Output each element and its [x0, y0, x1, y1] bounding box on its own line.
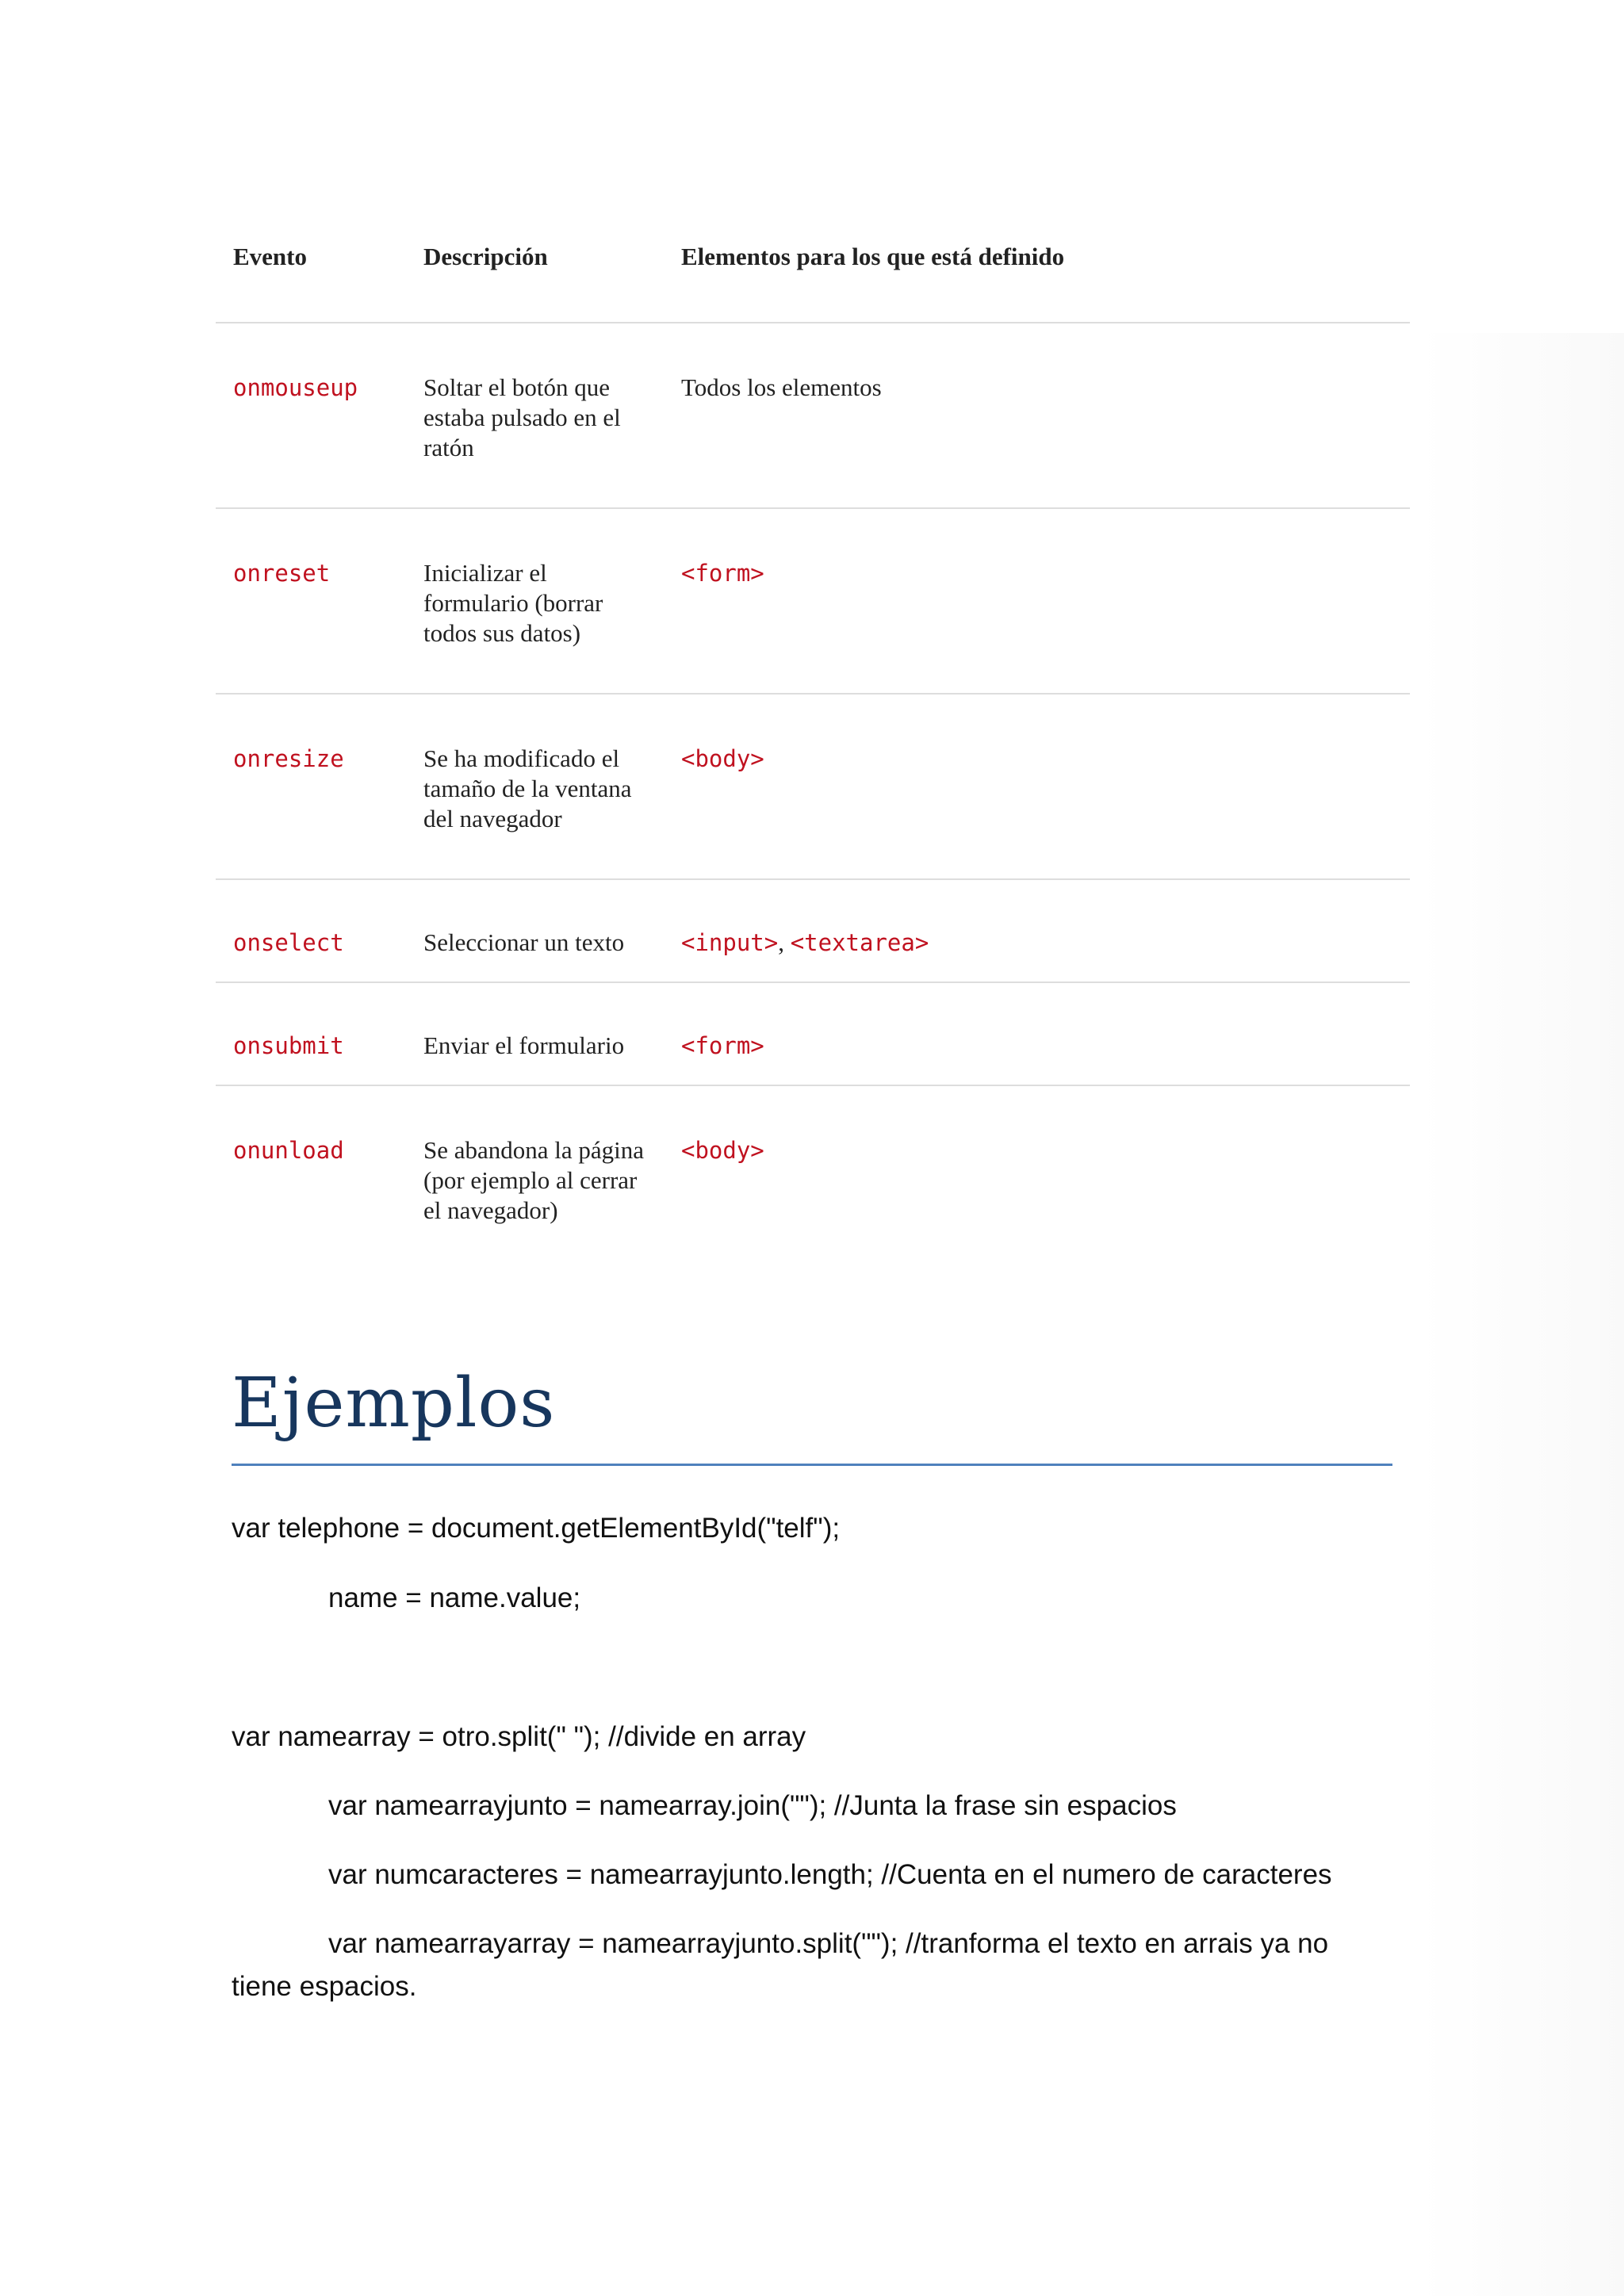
event-description: Inicializar el formulario (borrar todos sus datos) — [423, 559, 603, 647]
cell-event — [216, 694, 406, 879]
cell-elements — [664, 879, 1410, 982]
element-tag: <input> — [681, 929, 779, 956]
cell-elements — [664, 323, 1410, 508]
code-line: tiene espacios. — [232, 1971, 417, 2002]
cell-event — [216, 1085, 406, 1242]
code-line: var namearray = otro.split(" "); //divide en array — [232, 1721, 806, 1752]
event-name: onmouseup — [233, 374, 358, 401]
code-line: var numcaracteres = namearrayjunto.length; //Cuenta en el numero de caracteres — [328, 1859, 1332, 1890]
cell-event — [216, 879, 406, 982]
events-table — [216, 222, 1410, 1242]
cell-elements — [664, 694, 1410, 879]
table-row — [216, 694, 1410, 879]
event-name: onsubmit — [233, 1032, 344, 1059]
table-row — [216, 1085, 1410, 1242]
code-line: var namearrayarray = namearrayjunto.split(""); //tranforma el texto en arrais ya no — [328, 1928, 1329, 1959]
header-descripcion: Descripción — [406, 222, 664, 323]
table-header-row — [216, 222, 1410, 323]
table-row — [216, 323, 1410, 508]
code-line: var namearrayjunto = namearray.join(""); //Junta la frase sin espacios — [328, 1790, 1177, 1821]
table-row — [216, 982, 1410, 1085]
event-description: Se abandona la página (por ejemplo al cerrar el navegador) — [423, 1136, 645, 1224]
event-description: Seleccionar un texto — [423, 928, 625, 956]
table-row — [216, 879, 1410, 982]
element-tag: <form> — [681, 1032, 764, 1059]
event-name: onresize — [233, 745, 344, 772]
code-line: name = name.value; — [328, 1582, 581, 1613]
code-line: var telephone = document.getElementById("telf"); — [232, 1513, 841, 1544]
cell-description — [406, 694, 664, 879]
event-name: onunload — [233, 1137, 344, 1164]
event-name: onreset — [233, 560, 331, 587]
page-shading — [1419, 333, 1624, 2296]
cell-event — [216, 323, 406, 508]
heading-underline — [232, 1464, 1392, 1466]
cell-elements — [664, 1085, 1410, 1242]
element-tag: <body> — [681, 1137, 764, 1164]
header-elementos: Elementos para los que está definido — [664, 222, 1410, 323]
cell-elements — [664, 982, 1410, 1085]
element-tag: <body> — [681, 745, 764, 772]
element-tag: <textarea> — [790, 929, 929, 956]
header-evento: Evento — [216, 222, 406, 323]
event-description: Se ha modificado el tamaño de la ventana del navegador — [423, 744, 632, 832]
element-tag: <form> — [681, 560, 764, 587]
element-separator: , — [778, 928, 791, 956]
cell-description — [406, 982, 664, 1085]
cell-elements — [664, 508, 1410, 694]
event-elements: Todos los elementos — [681, 373, 882, 401]
section-heading: Ejemplos — [232, 1364, 556, 1443]
cell-description — [406, 323, 664, 508]
cell-description — [406, 508, 664, 694]
table-row — [216, 508, 1410, 694]
cell-event — [216, 982, 406, 1085]
event-description: Enviar el formulario — [423, 1031, 625, 1059]
event-description: Soltar el botón que estaba pulsado en el ratón — [423, 373, 621, 461]
cell-description — [406, 1085, 664, 1242]
cell-event — [216, 508, 406, 694]
cell-description — [406, 879, 664, 982]
event-name: onselect — [233, 929, 344, 956]
